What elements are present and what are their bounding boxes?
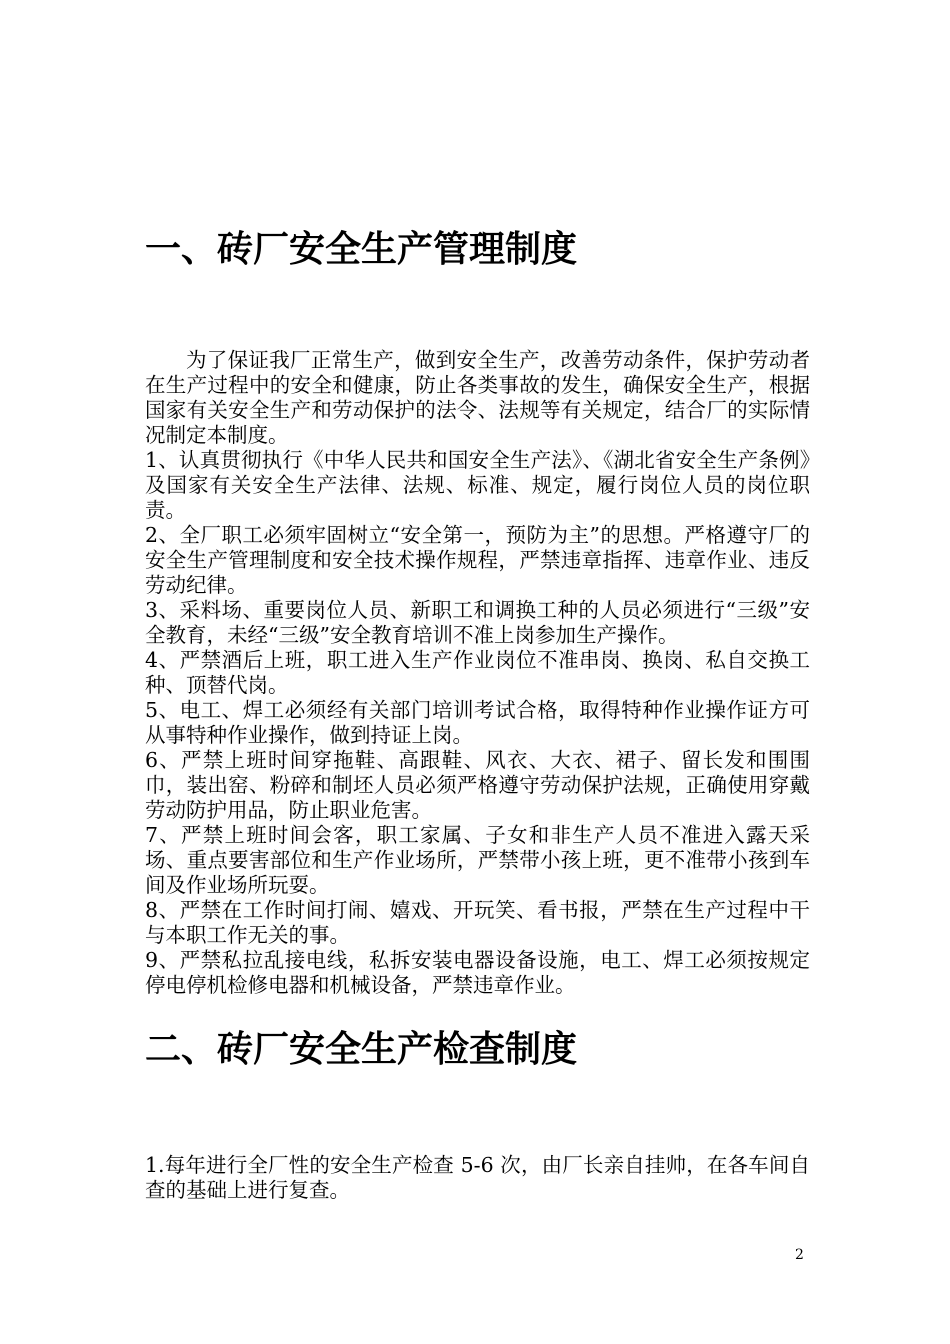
section-1-item-5: 5、电工、焊工必须经有关部门培训考试合格，取得特种作业操作证方可从事特种作业操作，做到持证上岗。 <box>145 698 810 747</box>
section-1-item-3: 3、采料场、重要岗位人员、新职工和调换工种的人员必须进行“三级”安全教育，未经“三级”安全教育培训不准上岗参加生产操作。 <box>145 598 810 647</box>
section-1-item-2: 2、全厂职工必须牢固树立“安全第一，预防为主”的思想。严格遵守厂的安全生产管理制度和安全技术操作规程，严禁违章指挥、违章作业、违反劳动纪律。 <box>145 523 810 597</box>
section-2-heading: 二、砖厂安全生产检查制度 <box>145 1029 578 1070</box>
section-2-item-1: 1.每年进行全厂性的安全生产检查 5-6 次，由厂长亲自挂帅，在各车间自查的基础上进行复查。 <box>145 1153 810 1202</box>
section-1-item-6: 6、严禁上班时间穿拖鞋、高跟鞋、风衣、大衣、裙子、留长发和围围巾，装出窑、粉碎和制坯人员必须严格遵守劳动保护法规，正确使用穿戴劳动防护用品，防止职业危害。 <box>145 748 810 822</box>
section-1-item-4: 4、严禁酒后上班，职工进入生产作业岗位不准串岗、换岗、私自交换工种、顶替代岗。 <box>145 648 810 697</box>
section-1-item-1: 1、认真贯彻执行《中华人民共和国安全生产法》、《湖北省安全生产条例》及国家有关安全生产法律、法规、标准、规定，履行岗位人员的岗位职责。 <box>145 448 810 522</box>
section-1-item-7: 7、严禁上班时间会客，职工家属、子女和非生产人员不准进入露天采场、重点要害部位和生产作业场所，严禁带小孩上班，更不准带小孩到车间及作业场所玩耍。 <box>145 823 810 897</box>
section-1-intro: 为了保证我厂正常生产，做到安全生产，改善劳动条件，保护劳动者在生产过程中的安全和健康，防止各类事故的发生，确保安全生产，根据国家有关安全生产和劳动保护的法令、法规等有关规定，结合厂的实际情况制定本制度。 <box>145 348 810 447</box>
section-1-item-9: 9、严禁私拉乱接电线，私拆安装电器设备设施，电工、焊工必须按规定停电停机检修电器和机械设备，严禁违章作业。 <box>145 948 810 997</box>
section-1-item-8: 8、严禁在工作时间打闹、嬉戏、开玩笑、看书报，严禁在生产过程中干与本职工作无关的事。 <box>145 898 810 947</box>
section-2-body <box>145 1153 810 1203</box>
page-number: 2 <box>795 1247 804 1263</box>
section-1-heading: 一、砖厂安全生产管理制度 <box>145 229 578 270</box>
section-1-body <box>145 348 810 998</box>
